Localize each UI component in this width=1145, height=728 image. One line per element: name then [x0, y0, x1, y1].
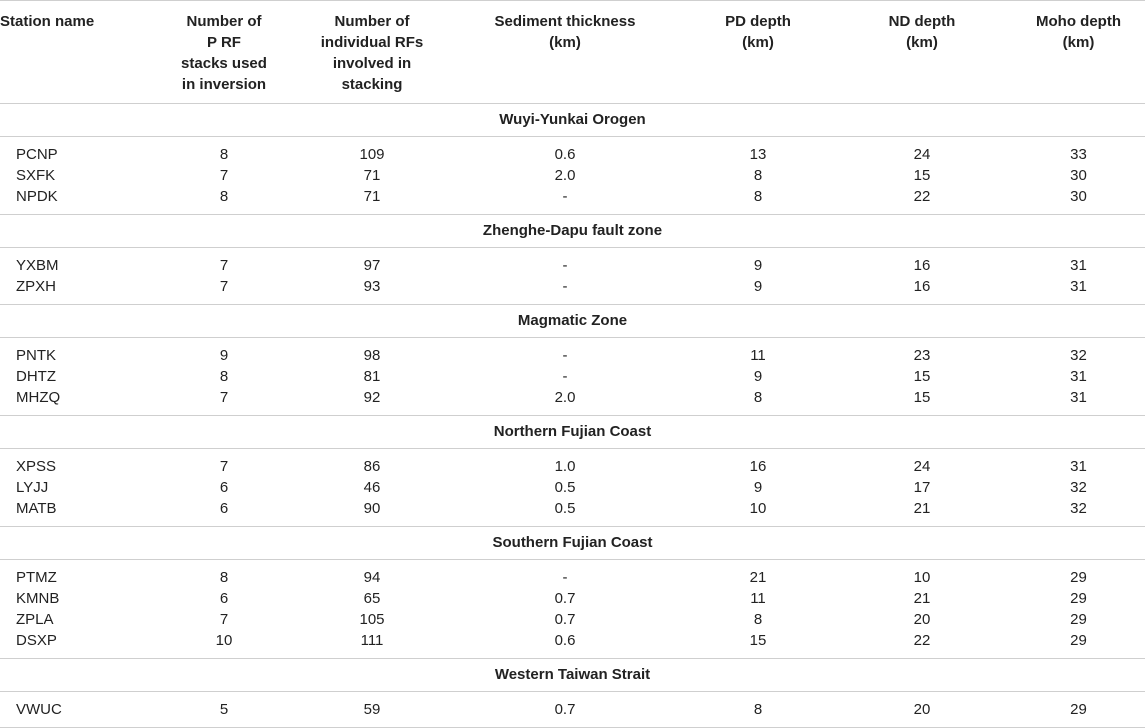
table-cell: 7	[219, 611, 229, 628]
group-header-row	[0, 659, 1145, 692]
table-cell: 7	[219, 458, 229, 475]
table-row	[0, 186, 1145, 207]
table-cell: 71	[363, 188, 381, 205]
column-header: Sediment thickness (km)	[494, 13, 636, 51]
table-cell: 8	[219, 146, 229, 163]
table-cell: 11	[750, 590, 766, 607]
table-cell: 21	[749, 569, 767, 586]
table-cell: 94	[363, 569, 381, 586]
station-name-cell: MHZQ	[16, 389, 61, 406]
table-cell: 59	[363, 701, 381, 718]
station-name-cell: PNTK	[16, 347, 57, 364]
table-cell: 7	[219, 257, 229, 274]
table-cell: 7	[219, 167, 229, 184]
table-cell: 7	[219, 389, 229, 406]
group-header-row	[0, 527, 1145, 560]
group-header-row	[0, 104, 1145, 137]
table-cell: 8	[219, 368, 229, 385]
group-title: Western Taiwan Strait	[0, 659, 1145, 692]
table-cell: 31	[1070, 458, 1087, 475]
table-cell: 93	[363, 278, 381, 295]
group-header-row	[0, 416, 1145, 449]
table-cell: 81	[363, 368, 381, 385]
table-cell: 32	[1070, 500, 1087, 517]
table-cell: 22	[913, 188, 931, 205]
table-cell: 20	[913, 611, 931, 628]
table-cell: -	[562, 368, 568, 385]
table-cell: 9	[753, 479, 763, 496]
table-cell: 7	[219, 278, 229, 295]
table-row	[0, 366, 1145, 387]
table-cell: 21	[913, 500, 931, 517]
table-cell: 32	[1070, 479, 1087, 496]
table-cell: 71	[363, 167, 381, 184]
table-cell: 21	[913, 590, 931, 607]
table-row	[0, 630, 1145, 651]
table-row	[0, 345, 1145, 366]
table-cell: 86	[363, 458, 381, 475]
station-name-cell: ZPXH	[16, 278, 57, 295]
group-title: Wuyi-Yunkai Orogen	[0, 104, 1145, 137]
table-cell: 13	[749, 146, 767, 163]
station-name-cell: DSXP	[16, 632, 57, 649]
station-name-cell: XPSS	[16, 458, 57, 475]
table-cell: 29	[1070, 569, 1087, 586]
table-cell: 0.7	[554, 701, 576, 718]
table-cell: 97	[363, 257, 381, 274]
table-body	[0, 104, 1145, 728]
table-cell: 9	[219, 347, 229, 364]
table-cell: 24	[913, 458, 931, 475]
table-row	[0, 588, 1145, 609]
table-cell: 11	[750, 347, 766, 364]
table-cell: 90	[363, 500, 381, 517]
station-name-cell: PCNP	[16, 146, 58, 163]
table-cell: 9	[753, 278, 763, 295]
table-cell: 10	[215, 632, 233, 649]
table-row	[0, 498, 1145, 519]
table-cell: 9	[753, 257, 763, 274]
table-cell: 15	[913, 167, 931, 184]
group-title: Magmatic Zone	[0, 305, 1145, 338]
station-name-cell: YXBM	[16, 257, 59, 274]
group-title: Zhenghe-Dapu fault zone	[0, 215, 1145, 248]
table-cell: 16	[913, 278, 931, 295]
table-cell: 0.6	[554, 146, 576, 163]
table-cell: 2.0	[554, 389, 576, 406]
table-cell: 15	[913, 368, 931, 385]
station-name-cell: NPDK	[16, 188, 58, 205]
table-row	[0, 567, 1145, 588]
table-row	[0, 456, 1145, 477]
table-cell: 0.6	[554, 632, 576, 649]
group-title: Southern Fujian Coast	[0, 527, 1145, 560]
table-cell: 29	[1070, 701, 1087, 718]
table-row	[0, 144, 1145, 165]
table-cell: 31	[1070, 389, 1087, 406]
table-cell: 22	[913, 632, 931, 649]
table-cell: -	[562, 569, 568, 586]
station-name-cell: SXFK	[16, 167, 56, 184]
table-cell: 6	[219, 479, 229, 496]
table-cell: 29	[1070, 632, 1087, 649]
table-cell: 24	[913, 146, 931, 163]
table-cell: 6	[219, 590, 229, 607]
column-header: Moho depth (km)	[1036, 13, 1121, 51]
column-header: Number of P RF stacks used in inversion	[181, 13, 267, 93]
table-cell: 9	[753, 368, 763, 385]
table-cell: 10	[749, 500, 767, 517]
table-cell: 46	[363, 479, 381, 496]
table-cell: 31	[1070, 257, 1087, 274]
table-cell: 6	[219, 500, 229, 517]
table-cell: 2.0	[554, 167, 576, 184]
table-cell: 109	[359, 146, 385, 163]
table-cell: 92	[363, 389, 381, 406]
table-cell: 8	[753, 701, 763, 718]
table-row	[0, 609, 1145, 630]
table-cell: 65	[363, 590, 381, 607]
table-cell: 33	[1070, 146, 1087, 163]
table-cell: 111	[360, 632, 384, 649]
station-name-cell: MATB	[16, 500, 57, 517]
table-cell: 0.5	[554, 500, 576, 517]
group-title: Northern Fujian Coast	[0, 416, 1145, 449]
table-row	[0, 699, 1145, 720]
column-header: PD depth (km)	[725, 13, 791, 51]
table-cell: 15	[913, 389, 931, 406]
station-name-cell: PTMZ	[16, 569, 57, 586]
table-cell: 20	[913, 701, 931, 718]
table-row	[0, 165, 1145, 186]
station-name-cell: VWUC	[16, 701, 62, 718]
table-cell: 17	[913, 479, 931, 496]
table-cell: 8	[753, 611, 763, 628]
table-cell: 31	[1070, 278, 1087, 295]
table-row	[0, 255, 1145, 276]
table-cell: 98	[363, 347, 381, 364]
column-header: ND depth (km)	[888, 13, 956, 51]
table-cell: 8	[219, 188, 229, 205]
station-name-cell: DHTZ	[16, 368, 56, 385]
table-header	[0, 1, 1145, 104]
table-cell: 31	[1070, 368, 1087, 385]
table-cell: 0.7	[554, 611, 576, 628]
table-cell: 32	[1070, 347, 1087, 364]
column-header: Station name	[0, 13, 95, 30]
table-cell: 30	[1070, 167, 1087, 184]
group-header-row	[0, 215, 1145, 248]
table-cell: 10	[913, 569, 931, 586]
table-cell: 0.5	[554, 479, 576, 496]
table-cell: 5	[219, 701, 229, 718]
table-row	[0, 477, 1145, 498]
table-cell: -	[562, 188, 568, 205]
column-header: Number of individual RFs involved in stacking	[320, 13, 424, 93]
table-cell: 105	[359, 611, 385, 628]
table-cell: 1.0	[554, 458, 576, 475]
station-name-cell: LYJJ	[16, 479, 49, 496]
table-cell: 8	[219, 569, 229, 586]
table-cell: 16	[749, 458, 767, 475]
table-cell: 8	[753, 389, 763, 406]
table-cell: 29	[1070, 611, 1087, 628]
table-cell: -	[562, 278, 568, 295]
table-cell: -	[562, 347, 568, 364]
table-row	[0, 276, 1145, 297]
table-cell: 15	[749, 632, 767, 649]
table-cell: 23	[913, 347, 931, 364]
station-name-cell: ZPLA	[16, 611, 54, 628]
table-cell: -	[562, 257, 568, 274]
table-cell: 16	[913, 257, 931, 274]
table-cell: 30	[1070, 188, 1087, 205]
table-cell: 8	[753, 167, 763, 184]
station-name-cell: KMNB	[16, 590, 60, 607]
group-header-row	[0, 305, 1145, 338]
table-cell: 29	[1070, 590, 1087, 607]
table-cell: 8	[753, 188, 763, 205]
table-row	[0, 387, 1145, 408]
table-cell: 0.7	[554, 590, 576, 607]
